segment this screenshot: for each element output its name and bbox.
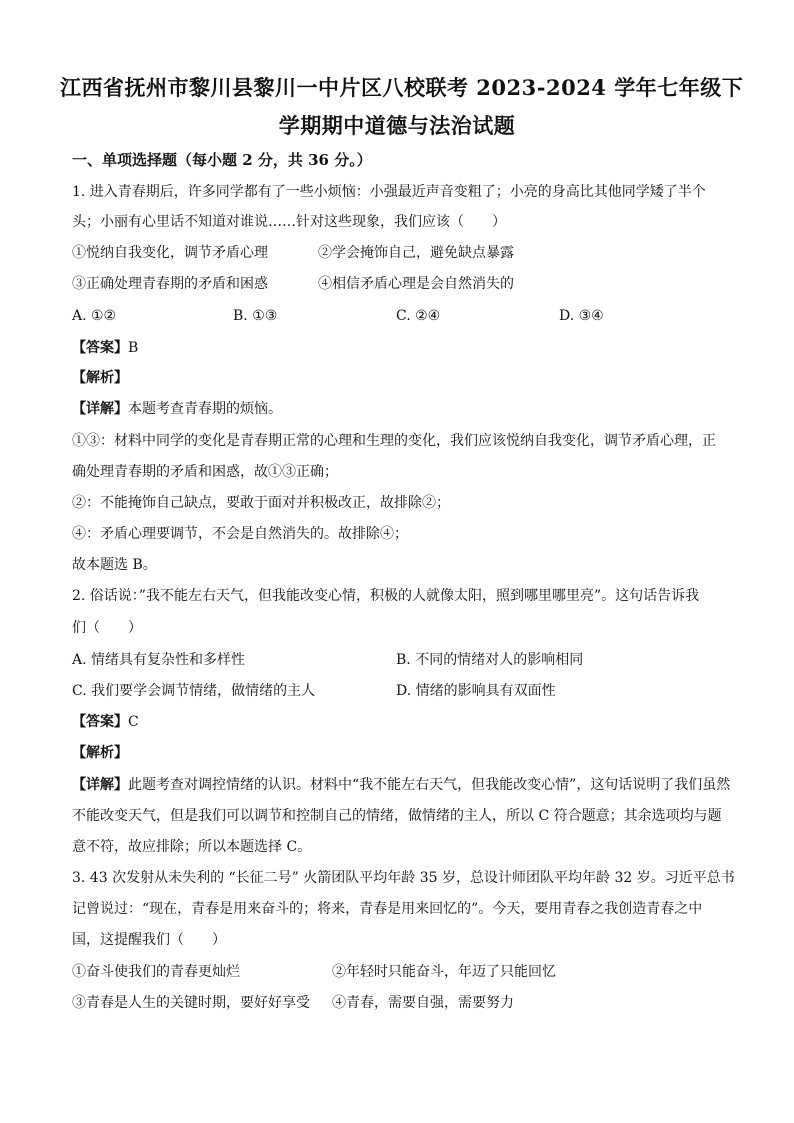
q1-explanation-3: ④：矛盾心理要调节，不会是自然消失的。故排除④； xyxy=(72,526,408,542)
q1-detail-tag: 【详解】 xyxy=(72,401,128,417)
q1-explanation-1-line-1: ①③：材料中同学的变化是青春期正常的心理和生理的变化，我们应该悦纳自我变化，调节矛盾心理，正 xyxy=(72,433,716,449)
q3-statement-3: ③青春是人生的关键时期，要好好享受 xyxy=(72,995,310,1011)
q2-option-b: B. 不同的情绪对人的影响相同 xyxy=(396,652,584,668)
q1-statement-2: ②学会掩饰自己，避免缺点暴露 xyxy=(318,245,514,261)
q1-option-c: C. ②④ xyxy=(396,308,441,324)
q2-option-a: A. 情绪具有复杂性和多样性 xyxy=(72,652,246,668)
q2-detail-line-2: 不能改变天气，但是我们可以调节和控制自己的情绪，做情绪的主人，所以 C 符合题意；其余选项均与题 xyxy=(72,808,722,824)
q1-stem-line-2: 头；小丽有心里话不知道对谁说……针对这些现象，我们应该（ ） xyxy=(72,214,506,230)
q1-detail xyxy=(72,400,282,418)
q1-option-d: D. ③④ xyxy=(559,308,604,324)
q1-statement-4: ④相信矛盾心理是会自然消失的 xyxy=(318,276,514,292)
q1-conclusion: 故本题选 B。 xyxy=(72,557,157,573)
q2-detail-line-1 xyxy=(72,776,730,794)
q1-explanation-1-line-2: 确处理青春期的矛盾和困惑，故①③正确； xyxy=(72,464,338,480)
q1-detail-text: 本题考查青春期的烦恼。 xyxy=(128,401,282,417)
q2-detail-text-1: 此题考查对调控情绪的认识。材料中“我不能左右天气，但我能改变心情”，这句话说明了我们虽然 xyxy=(128,777,731,793)
q2-answer-value: C xyxy=(128,714,139,730)
q2-answer-tag: 【答案】 xyxy=(72,714,128,730)
q1-option-b: B. ①③ xyxy=(233,308,278,324)
q2-detail-line-3: 意不符，故应排除；所以本题选择 C。 xyxy=(72,839,312,855)
q1-analysis-tag: 【解析】 xyxy=(72,370,128,386)
q1-answer xyxy=(72,339,138,357)
q2-answer xyxy=(72,713,139,731)
q3-stem-line-1: 3. 43 次发射从未失利的 “长征二号” 火箭团队平均年龄 35 岁，总设计师团队平均年龄 32 岁。习近平总书 xyxy=(72,870,735,886)
q2-option-d: D. 情绪的影响具有双面性 xyxy=(396,683,556,699)
q2-analysis-tag: 【解析】 xyxy=(72,745,128,761)
q3-stem-line-3: 国，这提醒我们（ ） xyxy=(72,932,226,948)
title-line-1: 江西省抚州市黎川县黎川一中片区八校联考 2023-2024 学年七年级下 xyxy=(60,75,744,100)
q1-option-a: A. ①② xyxy=(72,308,117,324)
q3-stem-line-2: 记曾说过：“现在，青春是用来奋斗的；将来，青春是用来回忆的”。今天，要用青春之我创造青春之中 xyxy=(72,901,703,917)
q1-statement-3: ③正确处理青春期的矛盾和困惑 xyxy=(72,276,268,292)
q1-statement-1: ①悦纳自我变化，调节矛盾心理 xyxy=(72,245,268,261)
q1-explanation-2: ②：不能掩饰自己缺点，要敢于面对并积极改正，故排除②； xyxy=(72,495,450,511)
section-heading: 一、单项选择题（每小题 2 分，共 36 分。） xyxy=(72,151,372,169)
q2-stem-line-2: 们（ ） xyxy=(72,620,142,636)
q3-statement-1: ①奋斗使我们的青春更灿烂 xyxy=(72,964,240,980)
title-line-2: 学期期中道德与法治试题 xyxy=(278,113,516,138)
q1-answer-value: B xyxy=(128,340,139,356)
q2-option-c: C. 我们要学会调节情绪，做情绪的主人 xyxy=(72,683,316,699)
q3-statement-2: ②年轻时只能奋斗，年迈了只能回忆 xyxy=(332,964,556,980)
q2-detail-tag: 【详解】 xyxy=(72,777,128,793)
q2-stem-line-1: 2. 俗话说：”我不能左右天气，但我能改变心情，积极的人就像太阳，照到哪里哪里亮”。这句话告诉我 xyxy=(72,588,700,604)
q3-statement-4: ④青春，需要自强，需要努力 xyxy=(332,995,514,1011)
q1-stem-line-1: 1. 进入青春期后，许多同学都有了一些小烦恼：小强最近声音变粗了；小亮的身高比其他同学矮了半个 xyxy=(72,184,706,200)
q1-answer-tag: 【答案】 xyxy=(72,340,128,356)
